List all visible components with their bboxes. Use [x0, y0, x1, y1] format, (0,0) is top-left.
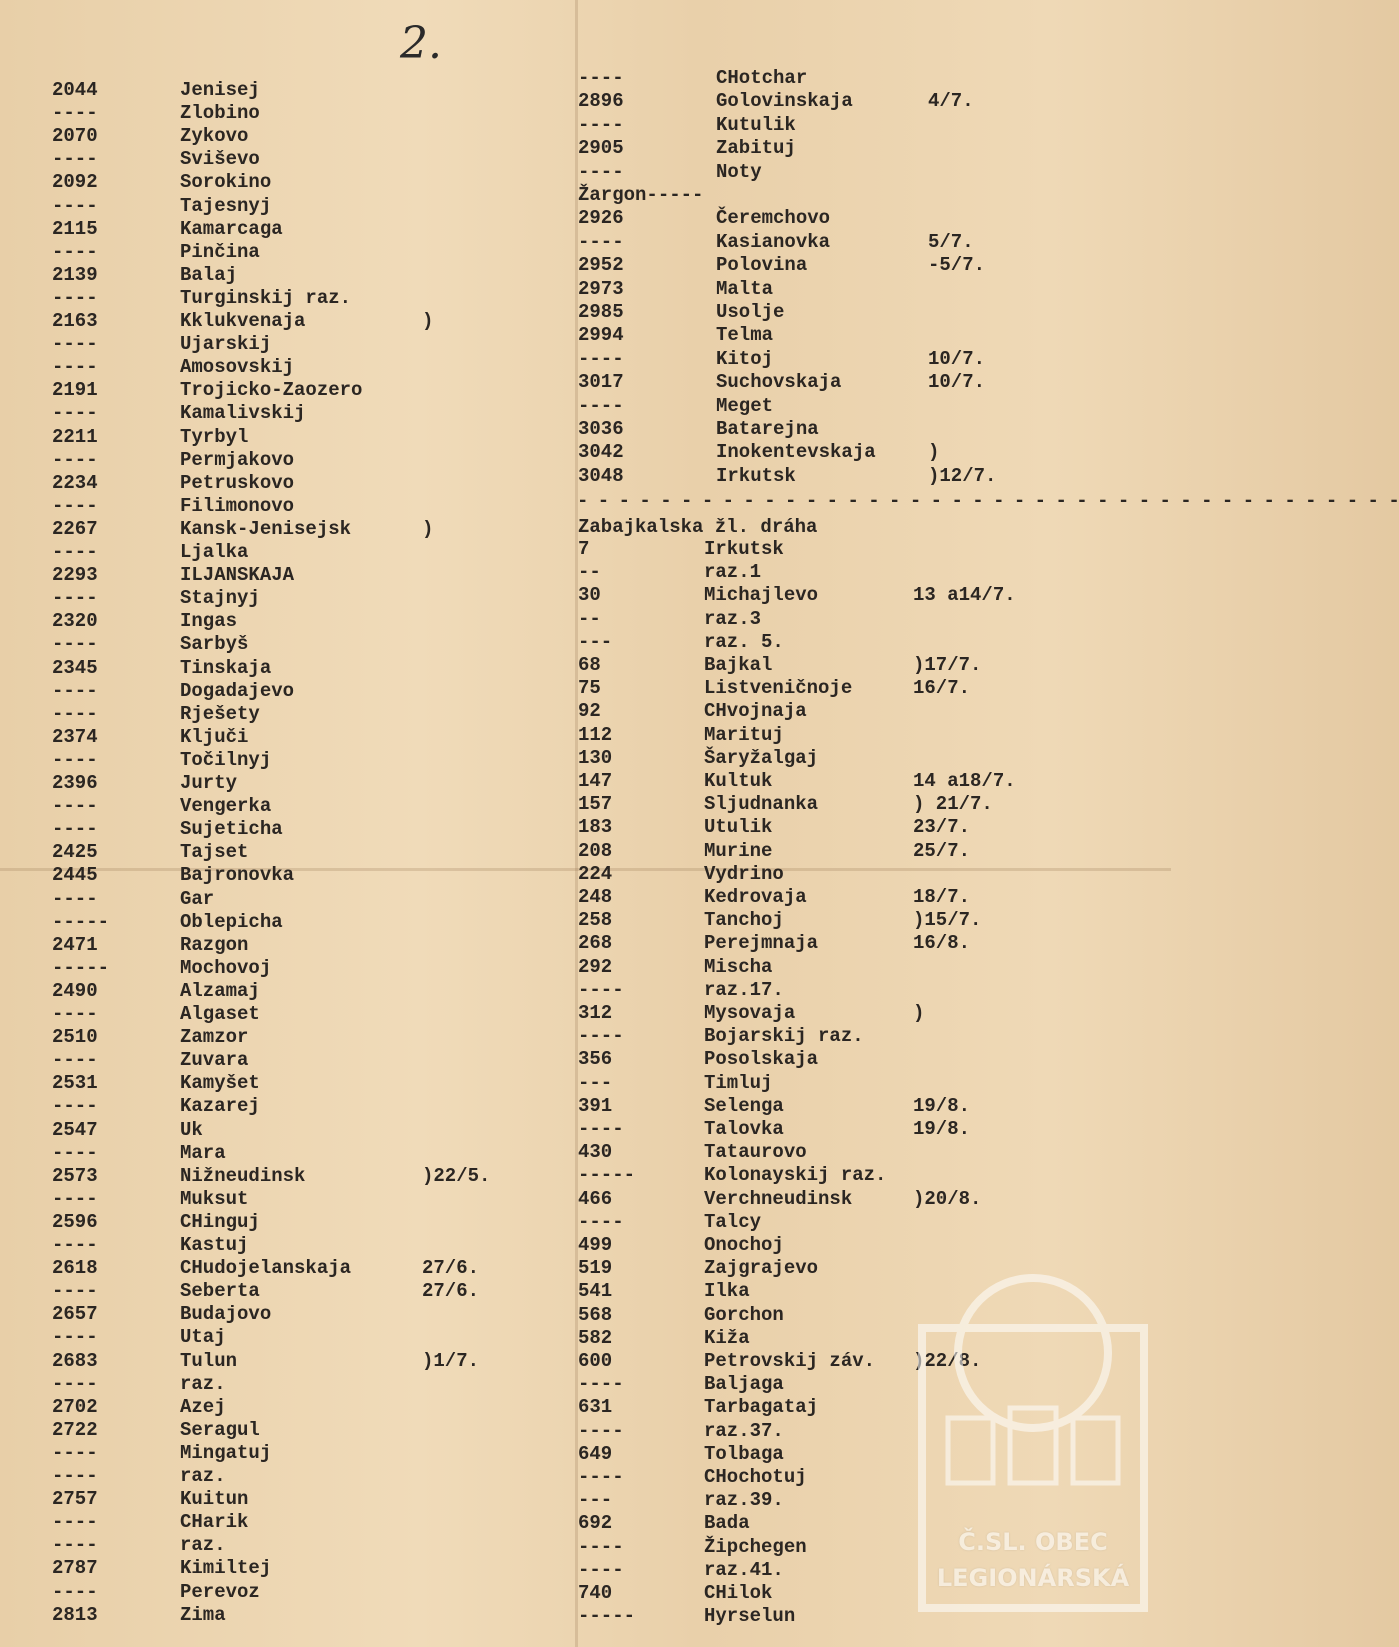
station-km: 2163 [52, 310, 98, 332]
station-name: Verchneudinsk [704, 1187, 853, 1210]
station-name: Kimiltej [180, 1557, 272, 1580]
station-name: Utaj [180, 1326, 226, 1349]
station-name: Petruskovo [180, 471, 295, 494]
station-km: ---- [52, 748, 98, 771]
station-km: 519 [578, 1257, 613, 1280]
station-name: Muksut [180, 1187, 249, 1210]
station-name: Irkutsk [704, 538, 784, 560]
stamp-line-1: Č.SL. OBEC [958, 1528, 1108, 1556]
station-km: ---- [52, 1534, 98, 1557]
station-name: raz. [180, 1534, 226, 1557]
station-name: Kuitun [180, 1488, 249, 1511]
station-km: 499 [578, 1234, 613, 1256]
station-name: Sorokino [180, 171, 272, 194]
section-separator: - - - - - - - - - - - - - - - - - - - - - - - - - - - - - - - - - - - - - - - - [577, 490, 1399, 512]
station-name: Sarbyš [180, 633, 249, 656]
station-date: ) [422, 310, 434, 332]
station-name: Talovka [704, 1118, 784, 1140]
station-date: )22/8. [913, 1350, 982, 1372]
station-name: Bada [704, 1512, 750, 1535]
station-km: ---- [52, 1326, 98, 1349]
station-name: Utulik [704, 816, 773, 839]
station-date: 18/7. [913, 886, 971, 908]
station-km: ---- [578, 1558, 624, 1581]
station-km: 2926 [578, 207, 624, 230]
station-km: 2952 [578, 254, 624, 277]
station-name: raz.3 [704, 607, 762, 630]
station-name: Batarejna [716, 418, 819, 440]
station-name: Jurty [180, 772, 238, 794]
station-name: Kazarej [180, 1095, 260, 1118]
station-km: ---- [52, 587, 98, 610]
station-km: 2425 [52, 841, 98, 864]
station-km: 391 [578, 1094, 613, 1117]
station-km: 268 [578, 932, 613, 955]
station-km: 112 [578, 723, 613, 746]
station-name: Tyrbyl [180, 425, 249, 448]
station-km: ----- [578, 1164, 636, 1187]
station-name: Meget [716, 394, 774, 417]
station-date: 16/7. [913, 677, 971, 700]
station-name: CHochotuj [704, 1466, 807, 1488]
station-km: 2345 [52, 656, 98, 679]
station-date: 23/7. [913, 816, 971, 839]
station-name: Selenga [704, 1094, 784, 1117]
station-km: 2267 [52, 517, 98, 540]
station-km: 2757 [52, 1488, 98, 1511]
station-km: 2293 [52, 564, 98, 587]
station-km: ---- [52, 818, 98, 841]
station-name: Tulun [180, 1349, 238, 1372]
station-km: 2973 [578, 277, 624, 300]
station-km: ---- [52, 633, 98, 656]
station-name: Sviševo [180, 148, 260, 171]
station-name: Kutulik [716, 113, 796, 136]
station-km: 2374 [52, 725, 98, 748]
station-km: 2813 [52, 1603, 98, 1626]
station-name: Polovina [716, 254, 808, 277]
station-km: 157 [578, 793, 613, 816]
station-name: CHudojelanskaja [180, 1257, 352, 1280]
station-name: Zuvara [180, 1049, 249, 1072]
station-date: 5/7. [928, 230, 974, 253]
station-km: ---- [52, 1049, 98, 1072]
station-km: 740 [578, 1582, 613, 1604]
station-km: 2115 [52, 217, 98, 240]
station-km: ---- [52, 1441, 98, 1464]
station-km: 224 [578, 862, 613, 885]
station-km: 208 [578, 839, 613, 862]
station-name: raz.1 [704, 561, 762, 584]
station-km: ---- [52, 402, 98, 425]
station-km: 600 [578, 1350, 613, 1372]
station-km: ---- [52, 795, 98, 818]
station-km: ---- [578, 230, 624, 253]
station-km: 2191 [52, 379, 98, 402]
station-date: )20/8. [913, 1187, 982, 1210]
station-name: Jenisej [180, 79, 260, 101]
station-name: Kansk-Jenisejsk [180, 517, 352, 540]
station-km: ---- [52, 286, 98, 309]
station-name: Zlobino [180, 102, 260, 125]
station-km: ----- [578, 1605, 636, 1628]
station-date: 13 a14/7. [913, 584, 1016, 607]
station-km: ---- [578, 160, 624, 183]
station-km: --- [578, 1489, 613, 1512]
station-date: ) [928, 441, 940, 464]
station-name: Onochoj [704, 1234, 784, 1256]
station-km: 2320 [52, 610, 98, 633]
station-name: Kiža [704, 1326, 750, 1349]
station-date: ) [422, 517, 434, 540]
station-name: Dogadajevo [180, 679, 295, 702]
station-km: ---- [578, 1466, 624, 1488]
station-km: ---- [52, 194, 98, 217]
station-name: Ingas [180, 610, 238, 633]
station-name: Telma [716, 324, 774, 347]
station-name: Mischa [704, 955, 773, 978]
station-name: raz. 5. [704, 630, 784, 653]
station-name: Inokentevskaja [716, 441, 876, 464]
station-name: Oblepicha [180, 910, 283, 933]
station-name: CHilok [704, 1582, 773, 1604]
station-name: Timluj [704, 1071, 773, 1094]
station-name: Zabituj [716, 137, 796, 160]
station-name: CHotchar [716, 67, 808, 89]
station-km: ---- [578, 1210, 624, 1233]
station-km: ----- [52, 956, 110, 979]
station-km: ---- [578, 347, 624, 370]
station-name: Pinčina [180, 240, 260, 263]
station-km: 649 [578, 1442, 613, 1465]
station-km: ---- [52, 1511, 98, 1534]
station-km: 7 [578, 538, 590, 560]
station-km: ---- [52, 1280, 98, 1303]
station-km: 2211 [52, 425, 98, 448]
station-name: CHinguj [180, 1210, 260, 1233]
station-km: 2618 [52, 1257, 98, 1280]
station-name: Balaj [180, 263, 238, 286]
station-km: 68 [578, 654, 601, 676]
station-name: raz.39. [704, 1489, 784, 1512]
station-name: Zajgrajevo [704, 1257, 819, 1280]
station-date: 19/8. [913, 1094, 971, 1117]
station-date: 14 a18/7. [913, 770, 1016, 792]
station-km: 568 [578, 1303, 613, 1326]
station-km: 356 [578, 1048, 613, 1071]
station-km: 2702 [52, 1395, 98, 1418]
station-name: Posolskaja [704, 1048, 819, 1071]
station-name: Bajronovka [180, 864, 295, 887]
station-name: raz. [180, 1465, 226, 1487]
station-name: Vengerka [180, 795, 272, 818]
station-name: CHarik [180, 1511, 249, 1534]
station-name: Budajovo [180, 1303, 272, 1326]
station-km: 2573 [52, 1164, 98, 1187]
station-name: Mysovaja [704, 1002, 796, 1024]
station-name: raz.37. [704, 1419, 784, 1442]
station-name: Ujarskij [180, 333, 272, 356]
station-name: Filimonovo [180, 494, 295, 517]
station-km: 2531 [52, 1072, 98, 1095]
station-km: 258 [578, 909, 613, 932]
station-name: Tarbagataj [704, 1396, 819, 1419]
station-name: Sljudnanka [704, 793, 819, 816]
station-name: Tajset [180, 841, 249, 864]
station-name: Ljalka [180, 541, 249, 563]
station-km: -- [578, 561, 601, 584]
station-km: 2510 [52, 1026, 98, 1049]
station-km: --- [578, 1071, 613, 1094]
station-date: )1/7. [422, 1349, 480, 1372]
station-name: Kasianovka [716, 230, 831, 253]
station-date: )12/7. [928, 464, 997, 487]
station-km: 2070 [52, 125, 98, 148]
station-name: Tinskaja [180, 656, 272, 679]
station-km: 3017 [578, 371, 624, 394]
station-km: ---- [578, 67, 624, 89]
station-km: ---- [52, 333, 98, 356]
station-km: 466 [578, 1187, 613, 1210]
station-km: ----- [52, 910, 110, 933]
station-name: Kolonayskij raz. [704, 1164, 887, 1187]
station-km: ---- [578, 978, 624, 1001]
station-km: 75 [578, 677, 601, 700]
station-name: Šaryžalgaj [704, 746, 819, 769]
station-km: ---- [52, 356, 98, 379]
station-name: Alzamaj [180, 979, 260, 1002]
station-km: 3042 [578, 441, 624, 464]
station-name: CHvojnaja [704, 700, 807, 723]
station-km: ---- [52, 494, 98, 517]
station-km: 2905 [578, 137, 624, 160]
station-name: Azej [180, 1395, 226, 1418]
station-name: Mochovoj [180, 956, 272, 979]
station-date: 27/6. [422, 1257, 480, 1280]
station-date: 4/7. [928, 90, 974, 113]
station-km: ---- [52, 1465, 98, 1487]
station-name: Michajlevo [704, 584, 819, 607]
station-name: Gorchon [704, 1303, 784, 1326]
station-km: 2596 [52, 1210, 98, 1233]
station-km: ---- [52, 148, 98, 171]
station-name: Tajesnyj [180, 194, 272, 217]
station-name: Perejmnaja [704, 932, 819, 955]
station-name: Murine [704, 839, 773, 862]
station-name: Bojarskij raz. [704, 1025, 864, 1048]
station-km: ---- [52, 541, 98, 563]
station-name: Kamarcaga [180, 217, 283, 240]
station-name: Petrovskij záv. [704, 1350, 876, 1372]
station-km: ---- [52, 1372, 98, 1395]
station-km: 2092 [52, 171, 98, 194]
station-km: 2657 [52, 1303, 98, 1326]
station-km: 541 [578, 1280, 613, 1303]
station-km: 2896 [578, 90, 624, 113]
station-name: Tolbaga [704, 1442, 784, 1465]
station-date: 10/7. [928, 371, 986, 394]
station-name: Talcy [704, 1210, 762, 1233]
station-km: 292 [578, 955, 613, 978]
station-date: ) [913, 1002, 925, 1024]
station-km: Žargon----- [578, 184, 704, 206]
station-date: ) 21/7. [913, 793, 993, 816]
page-number: 2. [400, 18, 442, 69]
station-name: Ilka [704, 1280, 750, 1303]
station-km: ---- [52, 1187, 98, 1210]
station-km: ---- [52, 887, 98, 910]
station-name: Hyrselun [704, 1605, 796, 1628]
station-name: Nižneudinsk [180, 1164, 306, 1187]
station-date: 16/8. [913, 932, 971, 955]
station-km: 2044 [52, 79, 98, 101]
legion-stamp [918, 1258, 1148, 1618]
station-name: Suchovskaja [716, 371, 842, 394]
station-name: Listveničnoje [704, 677, 853, 700]
station-name: Mara [180, 1141, 226, 1164]
station-name: Razgon [180, 933, 249, 956]
station-km: 2139 [52, 263, 98, 286]
station-km: 2994 [578, 324, 624, 347]
station-km: 312 [578, 1002, 613, 1024]
station-km: ---- [578, 1419, 624, 1442]
station-name: raz.41. [704, 1558, 784, 1581]
station-name: Usolje [716, 301, 785, 323]
station-name: Kamyšet [180, 1072, 260, 1095]
station-km: 2490 [52, 979, 98, 1002]
station-km: ---- [52, 1580, 98, 1603]
station-name: Zima [180, 1603, 226, 1626]
station-name: Trojicko-Zaozero [180, 379, 363, 402]
station-km: ---- [52, 448, 98, 471]
station-name: Tanchoj [704, 909, 784, 932]
stamp-line-2: LEGIONÁRSKÁ [936, 1564, 1130, 1592]
station-name: Mingatuj [180, 1441, 272, 1464]
station-name: Stajnyj [180, 587, 260, 610]
station-km: 2787 [52, 1557, 98, 1580]
station-km: ---- [52, 1234, 98, 1256]
station-date: -5/7. [928, 254, 986, 277]
station-km: ---- [52, 240, 98, 263]
station-date: )15/7. [913, 909, 982, 932]
station-name: Kitoj [716, 347, 774, 370]
station-km: 2471 [52, 933, 98, 956]
station-km: 2683 [52, 1349, 98, 1372]
station-km: ---- [52, 679, 98, 702]
station-name: raz.17. [704, 978, 784, 1001]
station-km: ---- [578, 394, 624, 417]
station-km: 582 [578, 1326, 613, 1349]
station-km: ---- [52, 1003, 98, 1025]
station-km: ---- [52, 702, 98, 725]
station-km: ---- [578, 1025, 624, 1048]
station-km: 2234 [52, 471, 98, 494]
station-name: Žipchegen [704, 1535, 807, 1558]
station-name: Zamzor [180, 1026, 249, 1049]
station-name: Baljaga [704, 1373, 784, 1396]
station-km: -- [578, 607, 601, 630]
station-name: ILJANSKAJA [180, 564, 295, 587]
station-km: ---- [52, 102, 98, 125]
station-date: 10/7. [928, 347, 986, 370]
station-name: Kklukvenaja [180, 310, 306, 332]
station-km: ---- [52, 1141, 98, 1164]
station-km: 92 [578, 700, 601, 723]
station-km: ---- [578, 113, 624, 136]
station-date: 25/7. [913, 839, 971, 862]
station-name: Kastuj [180, 1234, 249, 1256]
station-name: Algaset [180, 1003, 260, 1025]
station-date: )22/5. [422, 1164, 491, 1187]
station-name: Gar [180, 887, 215, 910]
station-name: Golovinskaja [716, 90, 853, 113]
station-date: 19/8. [913, 1118, 971, 1140]
station-km: 183 [578, 816, 613, 839]
station-name: Malta [716, 277, 774, 300]
station-km: 130 [578, 746, 613, 769]
station-km: ---- [578, 1118, 624, 1140]
station-name: Noty [716, 160, 762, 183]
station-name: Kedrovaja [704, 886, 807, 908]
station-name: Ključi [180, 725, 249, 748]
station-km: ---- [52, 1095, 98, 1118]
station-km: 631 [578, 1396, 613, 1419]
station-name: Seberta [180, 1280, 260, 1303]
station-date: 27/6. [422, 1280, 480, 1303]
station-date: )17/7. [913, 654, 982, 676]
station-name: Sujeticha [180, 818, 283, 841]
station-km: 2985 [578, 301, 624, 323]
station-km: 3048 [578, 464, 624, 487]
station-km: 2547 [52, 1118, 98, 1141]
station-name: Amosovskij [180, 356, 295, 379]
station-km: 3036 [578, 418, 624, 440]
station-km: 2396 [52, 772, 98, 794]
station-name: Tataurovo [704, 1141, 807, 1164]
section-title: Zabajkalska žl. dráha [578, 516, 818, 538]
station-name: raz. [180, 1372, 226, 1395]
station-km: ---- [578, 1373, 624, 1396]
station-name: Kultuk [704, 770, 773, 792]
station-name: Permjakovo [180, 448, 295, 471]
station-km: 147 [578, 770, 613, 792]
station-km: 248 [578, 886, 613, 908]
station-name: Čeremchovo [716, 207, 831, 230]
station-km: --- [578, 630, 613, 653]
station-km: 2722 [52, 1418, 98, 1441]
station-km: 430 [578, 1141, 613, 1164]
station-name: Bajkal [704, 654, 773, 676]
station-name: Kamalivskij [180, 402, 306, 425]
station-name: Vydrino [704, 862, 784, 885]
station-name: Rješety [180, 702, 260, 725]
station-km: 692 [578, 1512, 613, 1535]
station-km: ---- [578, 1535, 624, 1558]
station-km: 2445 [52, 864, 98, 887]
station-name: Perevoz [180, 1580, 260, 1603]
station-name: Zykovo [180, 125, 249, 148]
station-name: Uk [180, 1118, 203, 1141]
station-name: Seragul [180, 1418, 260, 1441]
station-km: 30 [578, 584, 601, 607]
station-name: Irkutsk [716, 464, 796, 487]
station-name: Točilnyj [180, 748, 272, 771]
station-name: Marituj [704, 723, 784, 746]
station-name: Turginskij raz. [180, 286, 352, 309]
